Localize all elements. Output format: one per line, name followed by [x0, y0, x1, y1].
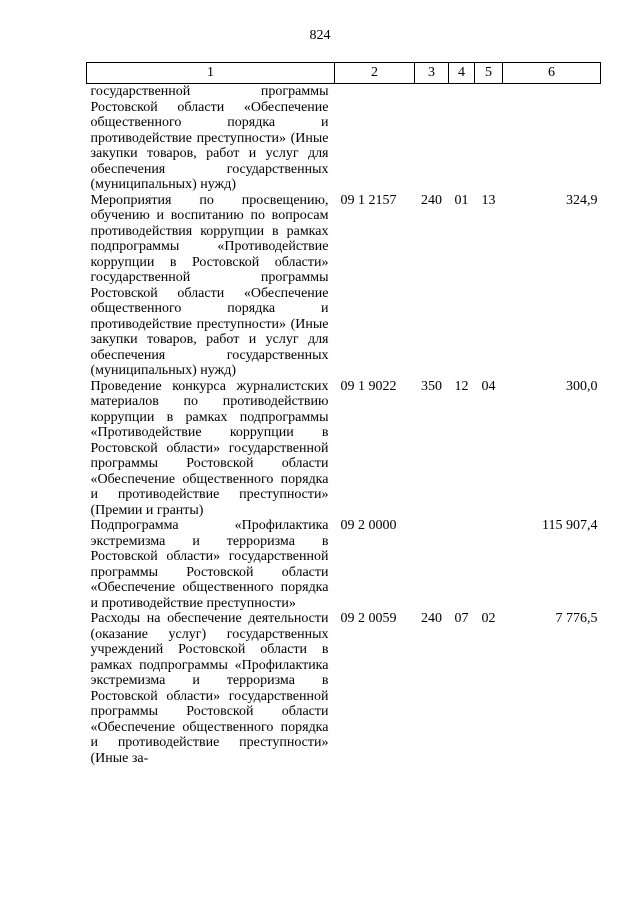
- row-col-5: 13: [481, 192, 496, 208]
- row-col-4: 07: [454, 611, 469, 626]
- row-col-5: [475, 518, 503, 611]
- row-description: Проведение конкурса журналистских материалов по противодействию коррупции в рамках подпрограммы «Противодействие коррупции в Ростовской области» государственной программы Ростовской области «Обеспечение общественного порядка и противодействие преступности» (Премии и гранты): [90, 378, 329, 518]
- row-code: 09 2 0000: [340, 518, 397, 533]
- row-col-5: [475, 84, 503, 193]
- row-code: [335, 84, 415, 193]
- table-row: [87, 193, 601, 379]
- row-col-4: [449, 84, 475, 193]
- budget-table: [86, 62, 601, 766]
- row-col-3: [415, 84, 449, 193]
- row-amount: [503, 84, 601, 193]
- row-amount: 7 776,5: [555, 611, 598, 626]
- header-col-5: 5: [475, 63, 503, 84]
- row-description: Подпрограмма «Профилактика экстремизма и терроризма в Ростовской области» государственной программы Ростовской области «Обеспечение общественного порядка и противодействие преступности»: [90, 518, 329, 611]
- row-col-3: 240: [421, 192, 442, 208]
- row-amount: 115 907,4: [542, 518, 598, 533]
- row-col-3: 350: [421, 378, 442, 394]
- row-col-4: 12: [454, 378, 469, 394]
- header-col-3: 3: [415, 63, 449, 84]
- table-row: [87, 84, 601, 193]
- row-col-4: 01: [454, 192, 469, 208]
- row-col-5: 04: [481, 378, 496, 394]
- row-description: Мероприятия по просвещению, обучению и воспитанию по вопросам противодействия коррупции в рамках подпрограммы «Противодействие коррупции в Ростовской области» государственной программы Ростовской области «Обеспечение общественного порядка и противодействие преступности» (Иные закупки товаров, работ и услуг для обеспечения государственных (муниципальных) нужд): [90, 192, 329, 378]
- header-col-2: 2: [335, 63, 415, 84]
- row-amount: 300,0: [566, 378, 598, 394]
- row-description: Расходы на обеспечение деятельности (оказание услуг) государственных учреждений Ростовской области в рамках подпрограммы «Профилактика экстремизма и терроризма в Ростовской области» государственной программы Ростовской области «Обеспечение общественного порядка и противодействие преступности» (Иные за-: [90, 611, 329, 766]
- header-col-4: 4: [449, 63, 475, 84]
- row-code: 09 1 9022: [340, 378, 397, 394]
- table-header-row: [87, 63, 601, 84]
- row-col-3: 240: [421, 611, 442, 626]
- row-description: государственной программы Ростовской области «Обеспечение общественного порядка и противодействие преступности» (Иные закупки товаров, работ и услуг для обеспечения государственных (муниципальных) нужд): [90, 84, 329, 192]
- table-row: [87, 611, 601, 766]
- table-row: [87, 379, 601, 519]
- row-code: 09 1 2157: [340, 192, 397, 208]
- table-row: [87, 518, 601, 611]
- row-col-4: [449, 518, 475, 611]
- row-col-5: 02: [481, 611, 496, 626]
- row-code: 09 2 0059: [340, 611, 397, 626]
- header-col-6: 6: [503, 63, 601, 84]
- row-col-3: [415, 518, 449, 611]
- row-amount: 324,9: [566, 192, 598, 208]
- page-number: 824: [309, 28, 331, 43]
- header-col-1: 1: [87, 63, 335, 84]
